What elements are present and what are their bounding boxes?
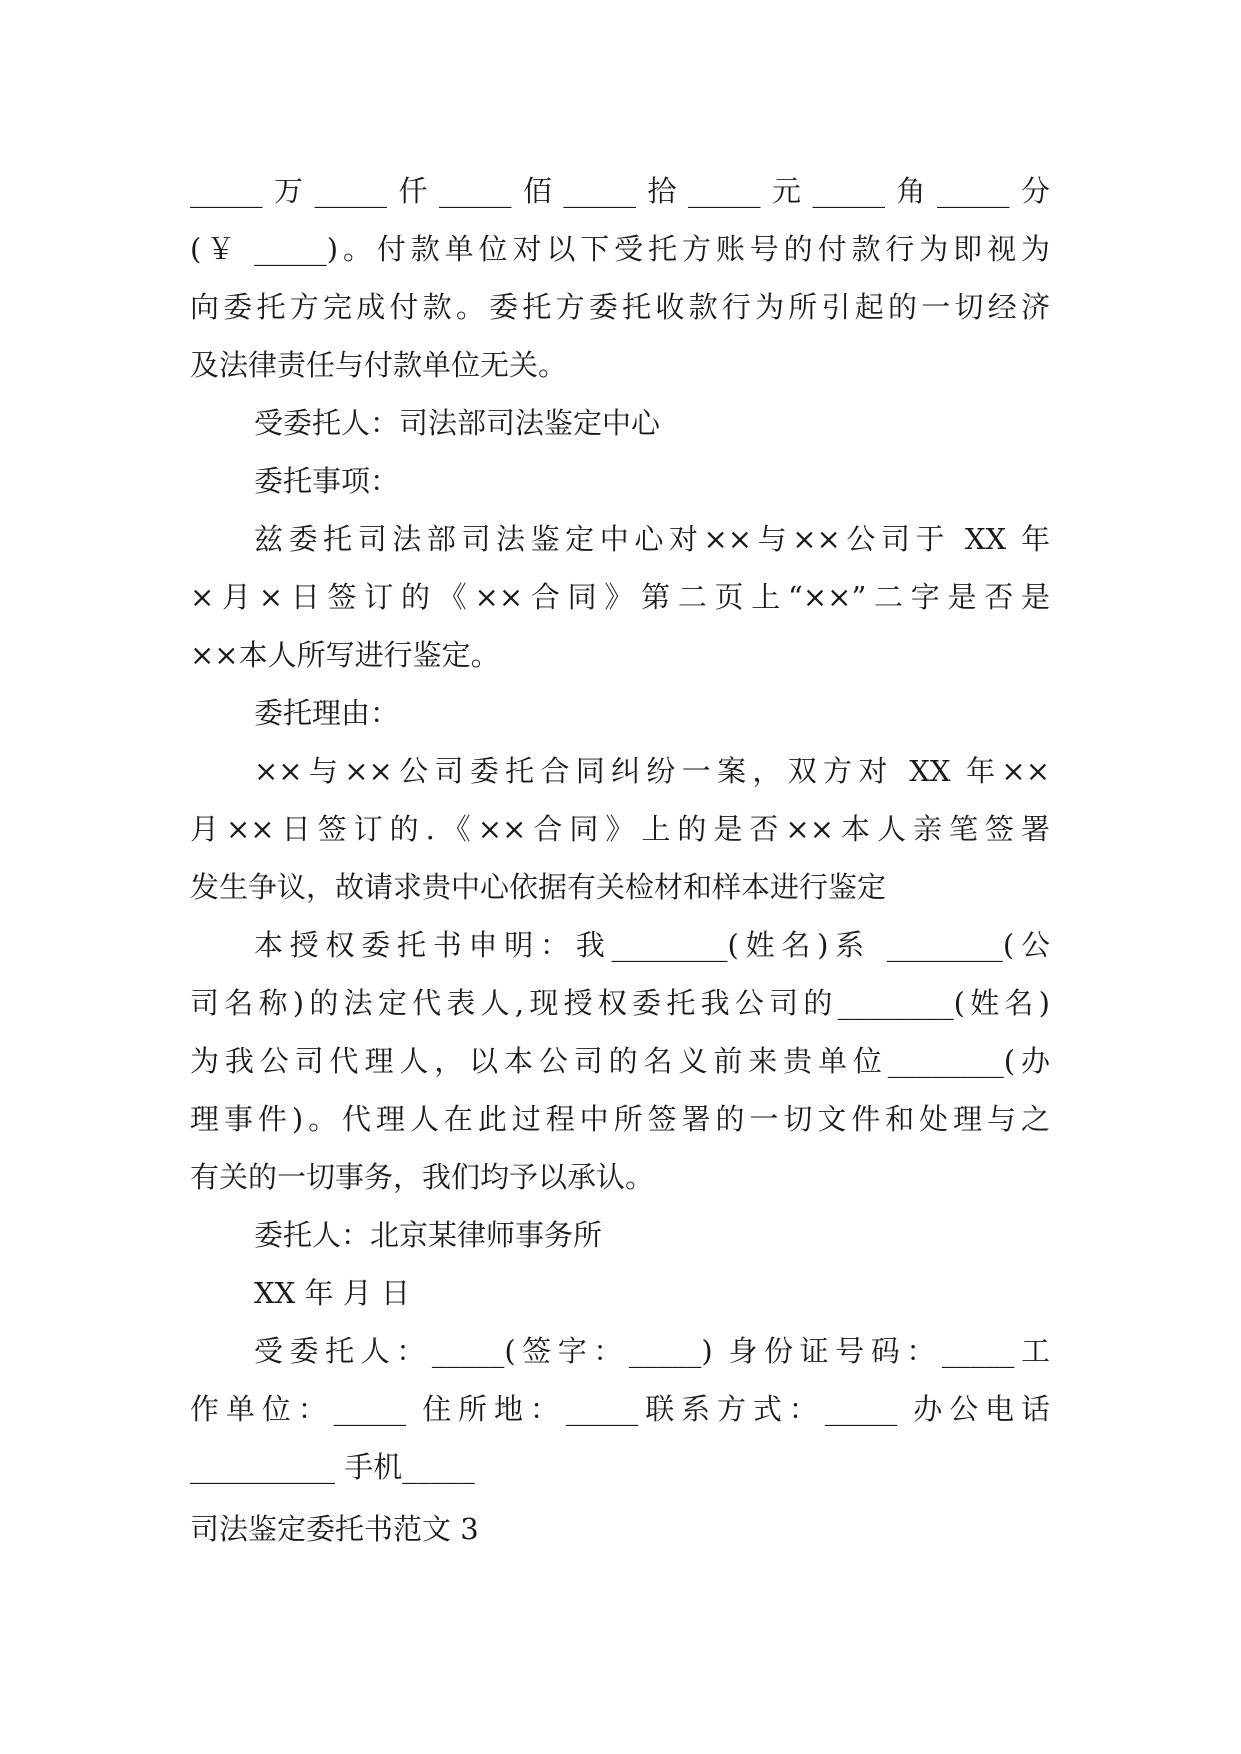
principal-line: 委托人：北京某律师事务所 bbox=[254, 1218, 603, 1252]
trustee-line: 受委托人：司法部司法鉴定中心 bbox=[254, 406, 661, 440]
payment-clause-line: 向委托方完成付款。委托方委托收款行为所引起的一切经济 bbox=[190, 290, 1050, 324]
reason-text-line: 发生争议，故请求贵中心依据有关检材和样本进行鉴定 bbox=[190, 870, 887, 904]
declaration-line: 理事件)。代理人在此过程中所签署的一切文件和处理与之 bbox=[190, 1102, 1050, 1136]
declaration-line: 有关的一切事务，我们均予以承认。 bbox=[190, 1160, 655, 1194]
document-page bbox=[190, 162, 1050, 1558]
payment-clause-line: (￥ _____)。付款单位对以下受托方账号的付款行为即视为 bbox=[190, 232, 1050, 266]
signature-line: 受委托人：_____(签字：_____) 身份证号码：_____工 bbox=[254, 1334, 1050, 1368]
matters-text-line: ××本人所写进行鉴定。 bbox=[190, 638, 500, 672]
section-heading: 司法鉴定委托书范文 3 bbox=[190, 1512, 479, 1546]
declaration-line: 为我公司代理人，以本公司的名义前来贵单位________(办 bbox=[190, 1044, 1050, 1078]
reason-text-line: ××与××公司委托合同纠纷一案，双方对 XX 年×× bbox=[254, 754, 1050, 788]
matters-label: 委托事项： bbox=[254, 464, 400, 498]
matters-text-line: ×月×日签订的《××合同》第二页上“××”二字是否是 bbox=[190, 580, 1050, 614]
declaration-line: 本授权委托书申明：我________(姓名)系 ________(公 bbox=[254, 928, 1050, 962]
payment-clause-line: 及法律责任与付款单位无关。 bbox=[190, 348, 568, 382]
phone-line: __________ 手机_____ bbox=[190, 1450, 475, 1484]
reason-label: 委托理由： bbox=[254, 696, 400, 730]
contact-line: 作单位：_____ 住所地：_____联系方式：_____ 办公电话 bbox=[190, 1392, 1050, 1426]
matters-text-line: 兹委托司法部司法鉴定中心对××与××公司于 XX 年 bbox=[254, 522, 1050, 556]
declaration-line: 司名称)的法定代表人,现授权委托我公司的________(姓名) bbox=[190, 986, 1050, 1020]
reason-text-line: 月××日签订的.《××合同》上的是否××本人亲笔签署 bbox=[190, 812, 1050, 846]
date-line: XX 年 月 日 bbox=[254, 1276, 410, 1310]
amount-line: _____万_____仟_____佰_____拾_____元_____角_____分 bbox=[190, 174, 1050, 208]
